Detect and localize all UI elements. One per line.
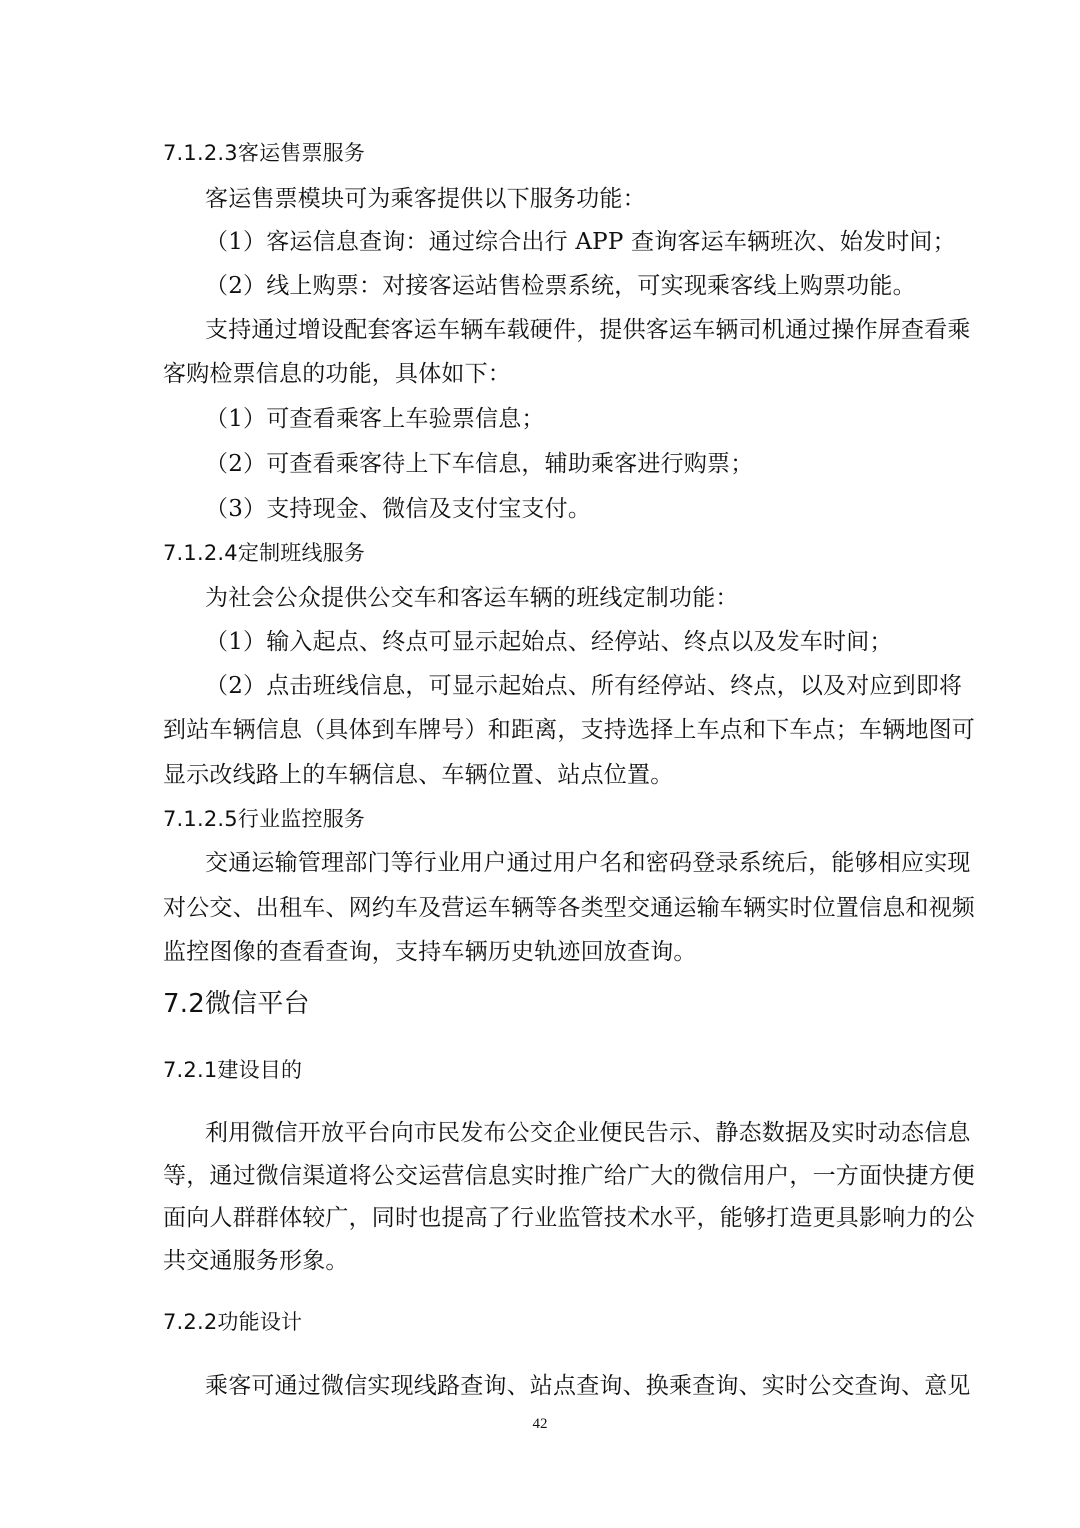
paragraph-line — [0, 1366, 1080, 1406]
paragraph-line — [0, 755, 1080, 795]
heading-7-2-2 — [0, 1302, 1080, 1342]
list-item — [0, 266, 1080, 306]
intro-text: 为社会公众提供公交车和客运车辆的班线定制功能： — [205, 585, 739, 611]
paragraph-line — [0, 1198, 1080, 1238]
list-item — [0, 666, 1080, 706]
paragraph-text: 共交通服务形象。 — [163, 1248, 349, 1274]
paragraph-line — [0, 179, 1080, 219]
page-number: 42 — [532, 1416, 548, 1432]
paragraph-line — [0, 932, 1080, 972]
paragraph-text: 客购检票信息的功能，具体如下： — [163, 361, 511, 387]
paragraph-line — [0, 843, 1080, 883]
paragraph-text: 利用微信开放平台向市民发布公交企业便民告示、静态数据及实时动态信息 — [205, 1120, 971, 1146]
heading-text: 7.1.2.3客运售票服务 — [163, 141, 366, 165]
list-item-text: （1）可查看乘客上车验票信息； — [205, 406, 545, 432]
heading-7-1-2-3 — [0, 133, 1080, 173]
heading-7-2 — [0, 980, 1080, 1028]
heading-7-1-2-4 — [0, 533, 1080, 573]
paragraph-line — [0, 310, 1080, 350]
list-item — [0, 222, 1080, 262]
paragraph-text: 面向人群群体较广，同时也提高了行业监管技术水平，能够打造更具影响力的公 — [163, 1205, 975, 1231]
paragraph-line — [0, 578, 1080, 618]
list-item — [0, 622, 1080, 662]
list-item-text: （1）输入起点、终点可显示起始点、经停站、终点以及发车时间； — [205, 629, 893, 655]
heading-text: 7.2.2功能设计 — [163, 1310, 303, 1334]
paragraph-line — [0, 1241, 1080, 1281]
paragraph-line — [0, 1156, 1080, 1196]
list-item-text: （2）点击班线信息，可显示起始点、所有经停站、终点，以及对应到即将 — [205, 673, 963, 699]
paragraph-text: 支持通过增设配套客运车辆车载硬件，提供客运车辆司机通过操作屏查看乘 — [205, 317, 971, 343]
heading-7-2-1 — [0, 1050, 1080, 1090]
paragraph-line — [0, 710, 1080, 750]
list-item-text: （2）线上购票：对接客运站售检票系统，可实现乘客线上购票功能。 — [205, 273, 916, 299]
paragraph-text: 监控图像的查看查询，支持车辆历史轨迹回放查询。 — [163, 939, 697, 965]
list-item-text: （2）可查看乘客待上下车信息，辅助乘客进行购票； — [205, 451, 754, 477]
paragraph-text: 对公交、出租车、网约车及营运车辆等各类型交通运输车辆实时位置信息和视频 — [163, 895, 975, 921]
intro-text: 客运售票模块可为乘客提供以下服务功能： — [205, 186, 646, 212]
list-item — [0, 399, 1080, 439]
paragraph-text: 交通运输管理部门等行业用户通过用户名和密码登录系统后，能够相应实现 — [205, 850, 971, 876]
heading-7-1-2-5 — [0, 799, 1080, 839]
paragraph-line — [0, 1113, 1080, 1153]
paragraph-text: 显示改线路上的车辆信息、车辆位置、站点位置。 — [163, 762, 674, 788]
list-item-text: （1）客运信息查询：通过综合出行 APP 查询客运车辆班次、始发时间； — [205, 229, 956, 255]
heading-text: 7.1.2.5行业监控服务 — [163, 807, 366, 831]
heading-text: 7.1.2.4定制班线服务 — [163, 541, 366, 565]
heading-text: 7.2.1建设目的 — [163, 1058, 303, 1082]
list-item-text: （3）支持现金、微信及支付宝支付。 — [205, 496, 592, 522]
paragraph-text: 乘客可通过微信实现线路查询、站点查询、换乘查询、实时公交查询、意见 — [205, 1373, 971, 1399]
paragraph-line — [0, 888, 1080, 928]
list-item — [0, 489, 1080, 529]
paragraph-text: 到站车辆信息（具体到车牌号）和距离，支持选择上车点和下车点；车辆地图可 — [163, 717, 975, 743]
paragraph-text: 等，通过微信渠道将公交运营信息实时推广给广大的微信用户，一方面快捷方便 — [163, 1163, 975, 1189]
list-item — [0, 444, 1080, 484]
paragraph-line — [0, 354, 1080, 394]
heading-text: 7.2微信平台 — [163, 989, 310, 1019]
